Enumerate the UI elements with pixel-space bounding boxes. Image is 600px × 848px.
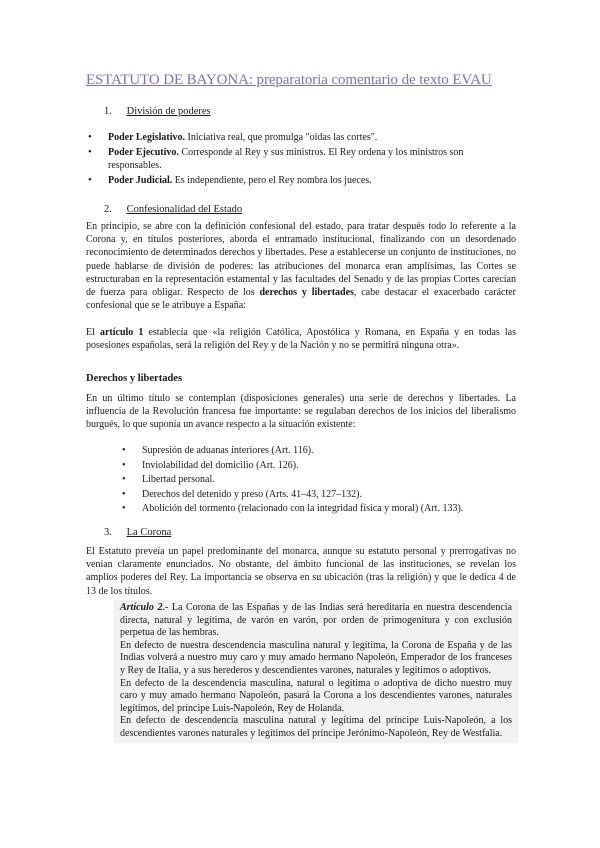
paragraph-confesionalidad: En principio, se abre con la definición confesional del estado, para tratar después todo lo referente a la Corona y, en títulos posteriores, aborda el entramado institucional, finalizando con un desordenado reconocimiento de determinados derechos y libertades. Pese a establecerse un conjunto de instituciones, no puede hablarse de división de poderes: las atribuciones del monarca eran amplísimas, las Cortes se estructuraban en la representación estamental y las facultades del Senado y de las propias Cortes carecían de fuerza para obligar. Respecto de los derechos y libertades, cabe destacar el exacerbado carácter confesional que se le atribuye a España:: [86, 221, 516, 312]
quote-paragraph: En defecto de la descendencia masculina, natural o legítima o adoptiva de dicho nuestro muy caro y muy amado hermano Napoleón, pasará la Corona a los descendientes varones, naturales legítimos, del príncipe Luis-Napoleón, Rey de Holanda.: [120, 677, 512, 714]
list-item: • Poder Judicial. Es independiente, pero el Rey nombra los jueces.: [86, 174, 516, 187]
quote-paragraph: En defecto de descendencia masculina natural y legítima del príncipe Luis-Napoleón, a los descendientes varones naturales y legítimos del príncipe Jerónimo-Napoleón, Rey de Westfalia.: [120, 715, 512, 739]
section-heading-division-poderes: [104, 106, 211, 117]
document-title: ESTATUTO DE BAYONA: preparatoria comentario de texto EVAU: [86, 72, 492, 88]
section-heading-corona: [104, 527, 171, 538]
list-item: • Derechos del detenido y preso (Arts. 41–43, 127–132).: [120, 488, 516, 503]
quoted-article-2: [114, 600, 518, 743]
section-number: 3.: [104, 527, 112, 538]
list-item: • Libertad personal.: [120, 473, 516, 488]
quote-paragraph: Artículo 2.- La Corona de las Españas y de las Indias será hereditaria en nuestra descendencia directa, natural y legítima, de varón en varón, por orden de primogenitura y con exclusión perpetua de las hembras.: [120, 602, 512, 639]
section-label: La Corona: [126, 527, 172, 538]
powers-list: [86, 131, 516, 189]
subheading-derechos: Derechos y libertades: [86, 373, 183, 384]
section-label: Confesionalidad del Estado: [126, 204, 243, 215]
paragraph-corona: El Estatuto preveía un papel predominante del monarca, aunque su estatuto personal y prerrogativas no venían claramente enunciados. No obstante, del ámbito funcional de las instituciones, se revelan los amplios poderes del Rey. La importancia se observa en su ubicación (tras la religión) y que le dedica 4 de 13 de los títulos.: [86, 546, 516, 597]
section-number: 1.: [104, 106, 112, 117]
list-item: • Poder Legislativo. Iniciativa real, que promulga "oídas las cortes".: [86, 131, 516, 144]
section-number: 2.: [104, 204, 112, 215]
list-item: • Poder Ejecutivo. Corresponde al Rey y sus ministros. El Rey ordena y los ministros son responsables.: [86, 146, 516, 172]
quote-paragraph: En defecto de nuestra descendencia masculina natural y legítima, la Corona de España y de las Indias volverá a nuestro muy caro y muy amado hermano Napoleón, Emperador de los franceses y Rey de Italia, y a sus herederos y descendientes varones, naturales y legítimos o adoptivos.: [120, 639, 512, 676]
list-item: • Supresión de aduanas interiores (Art. 116).: [120, 444, 516, 459]
list-item: • Inviolabilidad del domicilio (Art. 126).: [120, 459, 516, 474]
paragraph-derechos: En un último título se contemplan (disposiciones generales) una serie de derechos y libertades. La influencia de la Revolución francesa fue importante: se regulaban derechos de los inicios del liberalismo burgués, lo que suponía un avance respecto a la situación existente:: [86, 393, 516, 431]
section-heading-confesionalidad: [104, 204, 242, 215]
section-label: División de poderes: [126, 106, 211, 117]
paragraph-articulo-1: El artículo 1 establecía que «la religión Católica, Apostólica y Romana, en España y en todas las posesiones españolas, será la religión del Rey y de la Nación y no se permitirá ninguna otra».: [86, 327, 516, 352]
rights-list: [120, 444, 516, 517]
list-item: • Abolición del tormento (relacionado con la integridad física y moral) (Art. 133).: [120, 502, 516, 517]
